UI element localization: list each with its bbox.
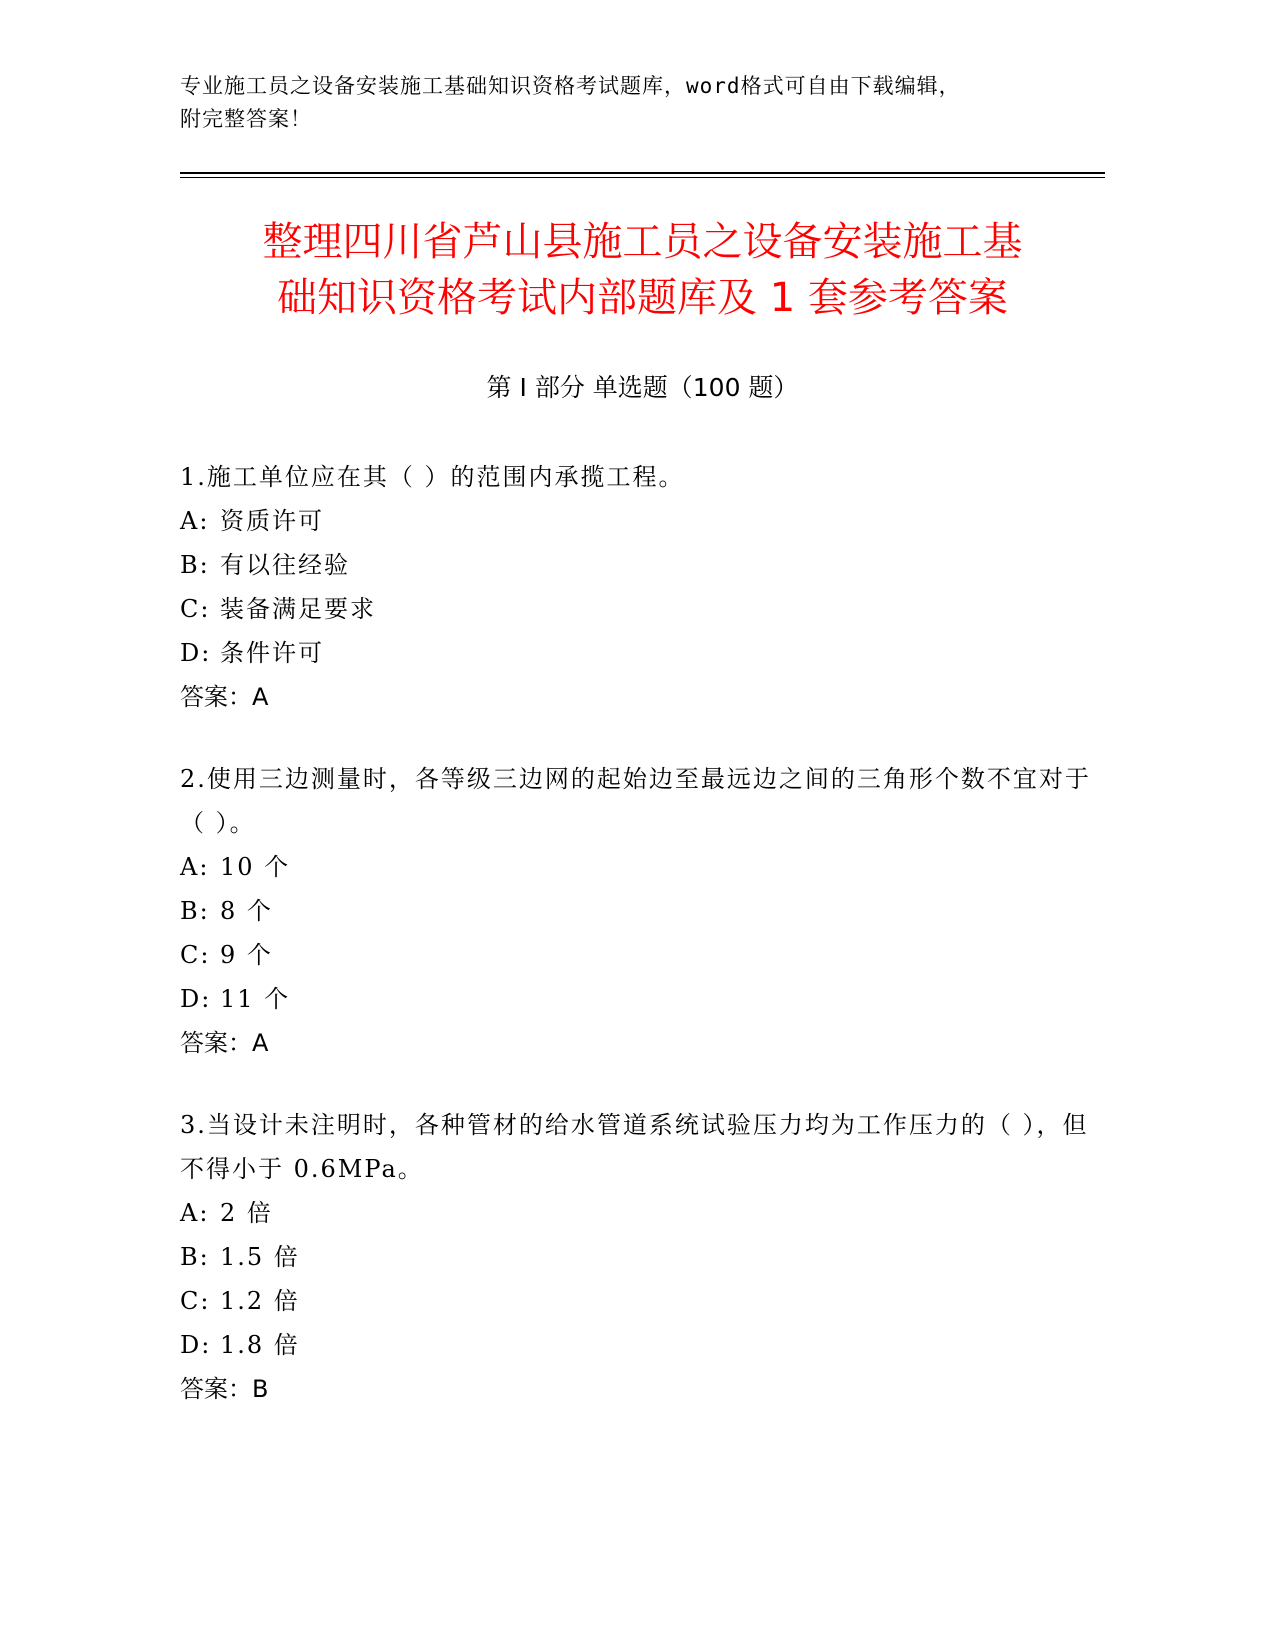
option-text: 2 倍 bbox=[220, 1199, 273, 1227]
header-note-line-2: 附完整答案！ bbox=[180, 107, 312, 131]
option-key: A: bbox=[180, 853, 210, 881]
option-a bbox=[180, 845, 1105, 889]
option-key: B: bbox=[180, 551, 210, 579]
option-key: A: bbox=[180, 1199, 210, 1227]
option-key: C: bbox=[180, 1287, 211, 1315]
option-text: 1.5 倍 bbox=[220, 1243, 300, 1271]
option-c bbox=[180, 933, 1105, 977]
option-d bbox=[180, 977, 1105, 1021]
option-d bbox=[180, 1323, 1105, 1367]
option-text: 10 个 bbox=[220, 853, 291, 881]
option-key: D: bbox=[180, 639, 212, 667]
option-key: B: bbox=[180, 897, 210, 925]
question-stem: 2.使用三边测量时，各等级三边网的起始边至最远边之间的三角形个数不宜对于（ ）。 bbox=[180, 765, 1091, 837]
section-title: 第 I 部分 单选题（100 题） bbox=[486, 373, 799, 402]
option-text: 有以往经验 bbox=[220, 551, 350, 579]
header-note bbox=[180, 70, 1100, 136]
option-a bbox=[180, 499, 1105, 543]
option-b bbox=[180, 889, 1105, 933]
header-divider-thin bbox=[180, 177, 1105, 178]
question-2 bbox=[180, 757, 1105, 1065]
question-stem: 3.当设计未注明时，各种管材的给水管道系统试验压力均为工作压力的（ ），但不得小于 0.6MPa。 bbox=[180, 1111, 1089, 1183]
document-title-line-1: 整理四川省芦山县施工员之设备安装施工基 bbox=[262, 219, 1023, 265]
document-title-line-2: 础知识资格考试内部题库及 1 套参考答案 bbox=[277, 275, 1008, 321]
option-text: 1.2 倍 bbox=[220, 1287, 300, 1315]
option-text: 11 个 bbox=[220, 985, 291, 1013]
option-a bbox=[180, 1191, 1105, 1235]
option-c bbox=[180, 1279, 1105, 1323]
answer: 答案：B bbox=[180, 1375, 269, 1403]
question-stem: 1.施工单位应在其（ ）的范围内承揽工程。 bbox=[180, 463, 685, 491]
option-text: 资质许可 bbox=[220, 507, 324, 535]
option-key: B: bbox=[180, 1243, 210, 1271]
document-title bbox=[180, 214, 1105, 326]
header-divider-thick bbox=[180, 172, 1105, 174]
option-text: 8 个 bbox=[220, 897, 273, 925]
option-text: 条件许可 bbox=[220, 639, 324, 667]
option-b bbox=[180, 1235, 1105, 1279]
answer: 答案：A bbox=[180, 683, 269, 711]
option-text: 1.8 倍 bbox=[220, 1331, 300, 1359]
option-c bbox=[180, 587, 1105, 631]
option-text: 9 个 bbox=[220, 941, 273, 969]
option-text: 装备满足要求 bbox=[220, 595, 376, 623]
option-key: C: bbox=[180, 595, 211, 623]
option-key: D: bbox=[180, 985, 212, 1013]
option-key: D: bbox=[180, 1331, 212, 1359]
question-3 bbox=[180, 1103, 1105, 1411]
question-1 bbox=[180, 455, 1105, 719]
question-list bbox=[180, 455, 1105, 1449]
option-key: A: bbox=[180, 507, 210, 535]
option-key: C: bbox=[180, 941, 211, 969]
answer: 答案：A bbox=[180, 1029, 269, 1057]
option-b bbox=[180, 543, 1105, 587]
header-note-line-1: 专业施工员之设备安装施工基础知识资格考试题库，word格式可自由下载编辑， bbox=[180, 74, 961, 98]
option-d bbox=[180, 631, 1105, 675]
